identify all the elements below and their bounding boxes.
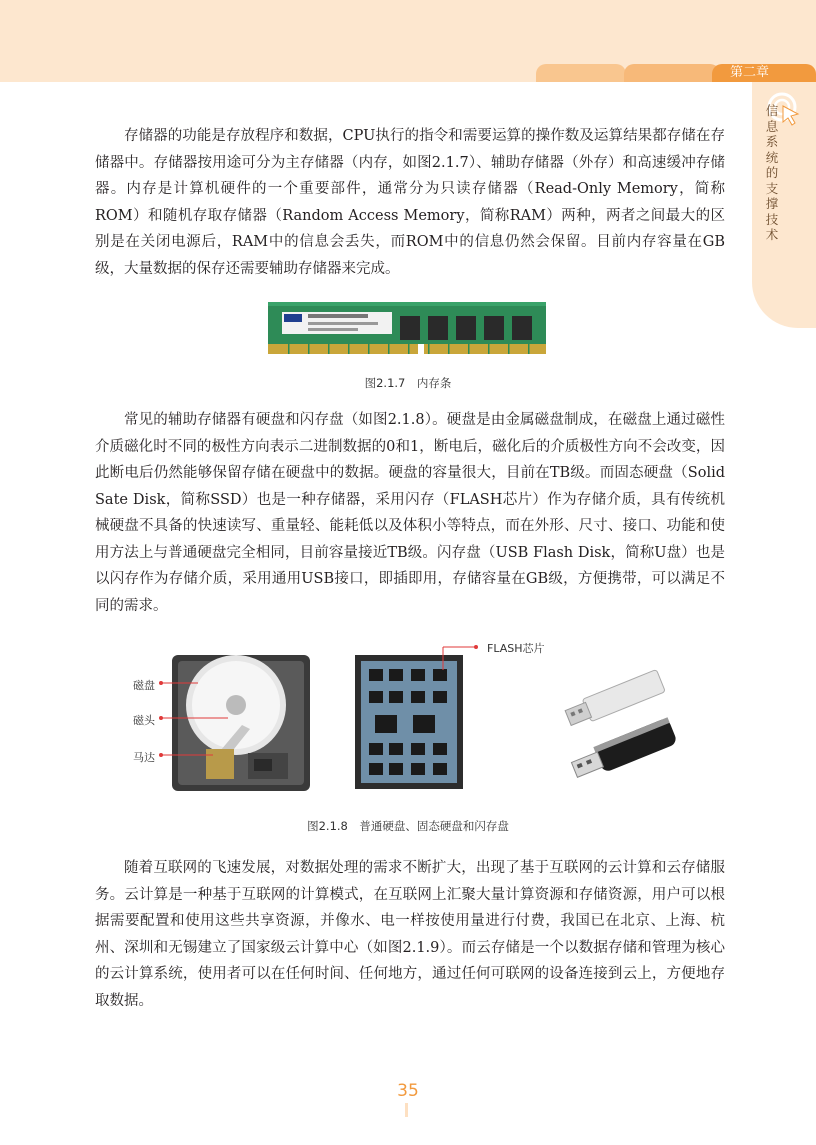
usb-flash-drive-image xyxy=(556,663,686,778)
ram-module-image xyxy=(268,300,546,362)
page-number-tick xyxy=(405,1103,408,1117)
ssd-image xyxy=(355,655,463,789)
chapter-label: 第二章 xyxy=(730,65,770,80)
body-paragraph: 随着互联网的飞速发展，对数据处理的需求不断扩大，出现了基于互联网的云计算和云存储服务。云计算是一种基于互联网的计算模式，在互联网上汇聚大量计算资源和存储资源，用户可以根据需要配置和使用这些共享资源，并像水、电一样按使用量进行付费，我国已在北京、上海、杭州、深圳和无锡建立了国家级云计算中心（如图2.1.9）。而云存储是一个以数据存储和管理为核心的云计算系统，使用者可以在任何时间、任何地方，通过任何可联网的设备连接到云上，方便地存取数据。 xyxy=(95,860,725,1009)
figure-caption: 图2.1.8 普通硬盘、固态硬盘和闪存盘 xyxy=(307,819,509,833)
header-tab-decor xyxy=(624,64,720,82)
callout-lines xyxy=(440,644,480,674)
header-tab-decor xyxy=(536,64,626,82)
callout-label: 马达 xyxy=(133,751,155,764)
side-title: 信息系统的支撑技术 xyxy=(765,103,779,242)
figure-caption: 图2.1.7 内存条 xyxy=(364,376,452,390)
callout-lines xyxy=(158,680,248,770)
body-paragraph: 常见的辅助存储器有硬盘和闪存盘（如图2.1.8）。硬盘是由金属磁盘制成，在磁盘上通过磁性介质磁化时不同的极性方向表示二进制数据的0和1，断电后，磁化后的介质极性方向不会改变，因此断电后仍然能够保留存储在硬盘中的数据。硬盘的容量很大，目前在TB级。而固态硬盘（Solid Sate Disk，简称SSD）也是一种存储器，采用闪存（FLASH芯片）作为存储介质，具有传统机械硬盘不具备的快速读写、重量轻、能耗低以及体积小等特点，而在外形、尺寸、接口、功能和使用方法上与普通硬盘完全相同，目前容量接近TB级。闪存盘（USB Flash Disk，简称U盘）也是以闪存作为存储介质，采用通用USB接口，即插即用，存储容量在GB级，方便携带，可以满足不同的需求。 xyxy=(95,412,725,614)
page-number: 35 xyxy=(397,1081,419,1101)
callout-label: FLASH芯片 xyxy=(487,642,545,655)
body-paragraph: 存储器的功能是存放程序和数据，CPU执行的指令和需要运算的操作数及运算结果都存储在存储器中。存储器按用途可分为主存储器（内存，如图2.1.7）、辅助存储器（外存）和高速缓冲存储器。内存是计算机硬件的一个重要部件，通常分为只读存储器（Read-Only Memory，简称ROM）和随机存取存储器（Random Access Memory，简称RAM）两种，两者之间最大的区别是在关闭电源后，RAM中的信息会丢失，而ROM中的信息仍然会保留。目前内存容量在GB级，大量数据的保存还需要辅助存储器来完成。 xyxy=(95,128,725,277)
callout-label: 磁头 xyxy=(133,714,155,727)
callout-label: 磁盘 xyxy=(133,679,155,692)
